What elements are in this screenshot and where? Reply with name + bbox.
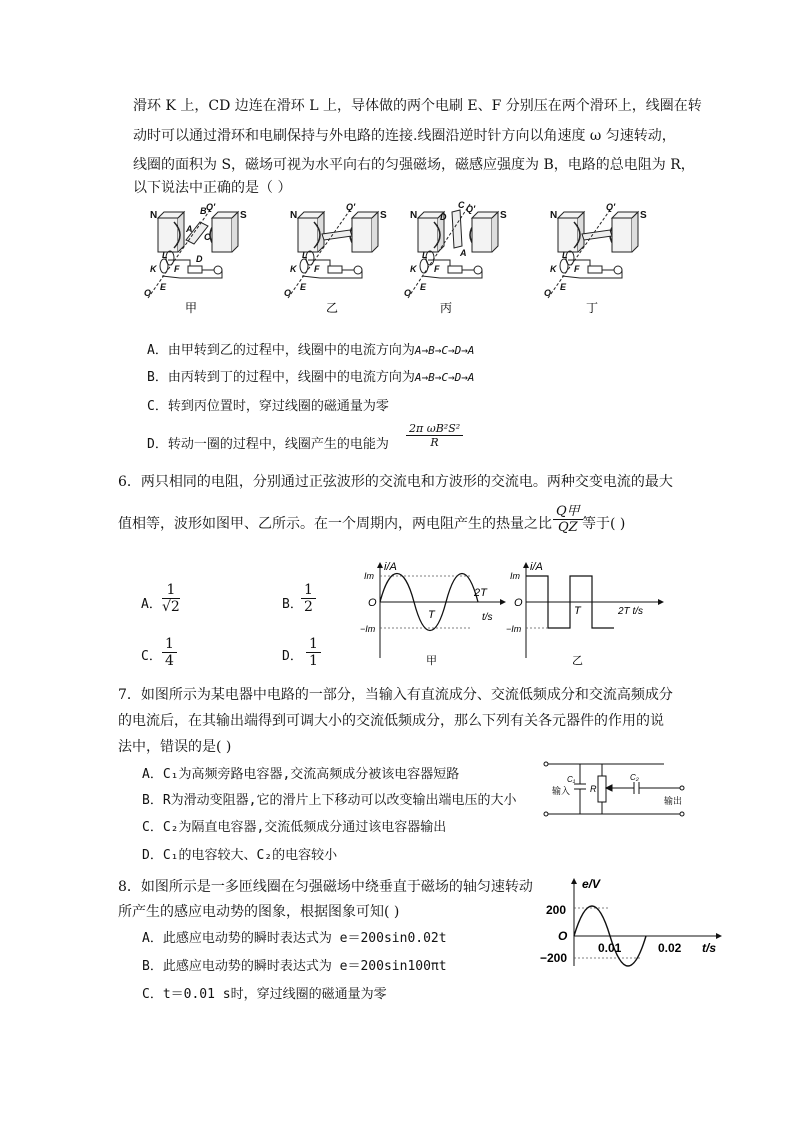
q6-option-b-label: B． (282, 597, 303, 612)
q6-option-d-numerator: 1 (306, 636, 321, 653)
generator-figures (140, 200, 660, 318)
label-K: K (550, 264, 557, 274)
circuit-output-label: 输出 (664, 796, 683, 806)
label-F: F (574, 264, 580, 274)
q7-line3: 法中，错误的是( ) (118, 739, 232, 755)
q6-yi-negIm: −Im (506, 624, 522, 634)
q8-option-a: A．此感应电动势的瞬时表达式为 e＝200sin0.02t (142, 931, 447, 946)
label-E: E (160, 282, 167, 292)
q6-option-d-label: D． (282, 649, 303, 664)
q6-option-d-fraction (306, 636, 321, 669)
q5-option-c: C．转到丙位置时，穿过线圈的磁通量为零 (147, 399, 389, 414)
q8-ylabel: e/V (582, 877, 601, 891)
q7-option-b: B．R为滑动变阻器,它的滑片上下移动可以改变输出端电压的大小 (142, 793, 517, 808)
q6-yi-Im: Im (510, 571, 520, 581)
q6-ratio-denominator: QZ (557, 520, 578, 535)
q6-yi-caption: 乙 (572, 655, 583, 667)
label-Qp: Q′ (466, 204, 476, 214)
circuit-input-label: 输入 (552, 786, 571, 796)
circuit-C2-label: C₂ (630, 773, 639, 782)
label-B: B (200, 206, 207, 216)
label-C: C (204, 232, 211, 242)
q6-option-c-numerator: 1 (162, 636, 177, 653)
q8-tick-001: 0.01 (598, 941, 622, 955)
label-N: N (150, 210, 158, 221)
q6-heat-ratio (553, 500, 583, 535)
q5-option-b-path: A→B→C→D→A (414, 371, 475, 384)
label-N: N (290, 210, 298, 221)
label-D: D (196, 254, 203, 264)
q6-option-b-numerator: 1 (301, 582, 316, 599)
label-F: F (434, 264, 440, 274)
q6-line2-suffix: 等于( ) (582, 516, 626, 532)
label-S: S (640, 210, 647, 221)
label-L: L (562, 250, 568, 260)
q5-intro-line3: 线圈的面积为 S，磁场可视为水平向右的匀强磁场，磁感应强度为 B，电路的总电阻为 R， (133, 157, 695, 173)
figure-caption-jia: 甲 (185, 301, 198, 315)
q5-intro-line1: 滑环 K 上，CD 边连在滑环 L 上，导体做的两个电刷 E、F 分别压在两个滑环上，线圈在转 (133, 98, 702, 114)
q5-option-d-fraction (406, 422, 463, 449)
q6-jia-Im: Im (364, 571, 374, 581)
label-E: E (420, 282, 427, 292)
label-D: D (440, 212, 447, 222)
q7-circuit (540, 758, 690, 820)
q8-emf-graph (538, 874, 728, 970)
label-O: O (544, 288, 552, 298)
q8-xlabel: t/s (702, 941, 717, 955)
label-Qp: Q′ (206, 202, 216, 212)
label-A: A (460, 248, 467, 258)
q6-jia-T: T (428, 609, 435, 621)
label-Qp: Q′ (346, 202, 356, 212)
q7-option-a: A．C₁为高频旁路电容器,交流高频成分被该电容器短路 (142, 767, 460, 782)
q5-intro-line2: 动时可以通过滑环和电刷保持与外电路的连接.线圈沿逆时针方向以角速度 ω 匀速转动， (133, 128, 676, 144)
q6-option-c-fraction (162, 636, 177, 669)
label-L: L (302, 250, 308, 260)
q6-line1: 6．两只相同的电阻，分别通过正弦波形的交流电和方波形的交流电。两种交变电流的最大 (118, 474, 673, 490)
label-O: O (144, 288, 152, 298)
circuit-C1-label: C₁ (567, 775, 576, 784)
q6-ratio-numerator: Q甲 (553, 500, 583, 520)
q5-option-a-text: A．由甲转到乙的过程中，线圈中的电流方向为 (147, 343, 415, 358)
label-K: K (290, 264, 297, 274)
label-K: K (410, 264, 417, 274)
label-E: E (560, 282, 567, 292)
q7-line1: 7．如图所示为某电器中电路的一部分，当输入有直流成分、交流低频成分和交流高频成分 (118, 687, 673, 703)
generator-figure-jia (144, 202, 247, 298)
q5-option-a (147, 341, 474, 361)
label-E: E (300, 282, 307, 292)
q8-tick-neg200: −200 (540, 951, 568, 965)
q7-line2: 的电流后，在其输出端得到可调大小的交流低频成分，那么下列有关各元器件的作用的说 (118, 713, 664, 729)
label-N: N (550, 210, 558, 221)
q6-graph-square (508, 560, 668, 670)
q6-jia-origin: O (368, 597, 377, 609)
figure-caption-bing: 丙 (440, 301, 453, 315)
q6-jia-caption: 甲 (426, 655, 437, 667)
q8-line2: 所产生的感应电动势的图象，根据图象可知( ) (118, 904, 400, 920)
label-K: K (150, 264, 157, 274)
label-L: L (422, 250, 428, 260)
q6-line2-prefix: 值相等，波形如图甲、乙所示。在一个周期内，两电阻产生的热量之比 (118, 516, 552, 532)
q6-jia-ts: t/s (482, 612, 493, 623)
circuit-R-label: R (590, 784, 597, 794)
q6-option-c-label: C． (141, 649, 162, 664)
generator-figure-bing (404, 200, 507, 298)
label-S: S (500, 210, 507, 221)
label-L: L (162, 250, 168, 260)
q5-option-b (147, 368, 474, 388)
q6-option-d-denominator: 1 (309, 653, 318, 669)
label-N: N (410, 210, 418, 221)
q6-yi-ylabel: i/A (530, 561, 543, 573)
label-S: S (380, 210, 387, 221)
q6-yi-origin: O (514, 597, 523, 609)
q6-option-c-denominator: 4 (165, 653, 174, 669)
q6-graph-sine (360, 560, 510, 670)
label-O: O (284, 288, 292, 298)
q5-option-d-numerator: 2π ωB²S² (406, 422, 463, 436)
q8-tick-200: 200 (546, 903, 567, 917)
generator-figure-yi (284, 202, 387, 298)
q8-origin: O (558, 929, 568, 943)
q8-option-b: B．此感应电动势的瞬时表达式为 e＝200sin100πt (142, 959, 447, 974)
q8-line1: 8．如图所示是一多匝线圈在匀强磁场中绕垂直于磁场的轴匀速转动 (118, 879, 533, 895)
q7-option-c: C．C₂为隔直电容器,交流低频成分通过该电容器输出 (142, 820, 447, 835)
q6-option-b-fraction (301, 582, 316, 615)
figure-caption-ding: 丁 (586, 301, 599, 315)
q5-option-d: D．转动一圈的过程中，线圈产生的电能为 (147, 437, 389, 452)
q6-option-b-denominator: 2 (304, 599, 313, 615)
generator-figure-ding (544, 202, 647, 298)
q5-option-d-denominator: R (430, 436, 439, 449)
q6-yi-2Tts: 2T t/s (618, 606, 644, 617)
q8-option-c: C．t＝0.01 s时，穿过线圈的磁通量为零 (142, 987, 387, 1002)
q6-option-a-numerator: 1 (162, 582, 180, 599)
q6-jia-negIm: −Im (360, 624, 376, 634)
label-C: C (458, 200, 465, 210)
q6-option-a-label: A． (141, 597, 162, 612)
label-F: F (174, 264, 180, 274)
label-O: O (404, 288, 412, 298)
figure-caption-yi: 乙 (326, 301, 339, 315)
q5-intro-line4: 以下说法中正确的是（ ） (133, 180, 292, 196)
q8-tick-002: 0.02 (658, 941, 682, 955)
q6-yi-T: T (574, 605, 581, 617)
label-A: A (186, 224, 193, 234)
q5-option-a-path: A→B→C→D→A (414, 344, 475, 357)
q6-option-a-fraction (162, 582, 180, 615)
q6-jia-ylabel: i/A (384, 561, 397, 573)
label-F: F (314, 264, 320, 274)
label-S: S (240, 210, 247, 221)
q5-option-b-text: B．由丙转到丁的过程中，线圈中的电流方向为 (147, 370, 415, 385)
q6-jia-2T: 2T (474, 587, 487, 599)
q7-option-d: D．C₁的电容较大、C₂的电容较小 (142, 848, 338, 863)
label-Qp: Q′ (606, 202, 616, 212)
q6-option-a-denominator: √2 (162, 599, 180, 615)
